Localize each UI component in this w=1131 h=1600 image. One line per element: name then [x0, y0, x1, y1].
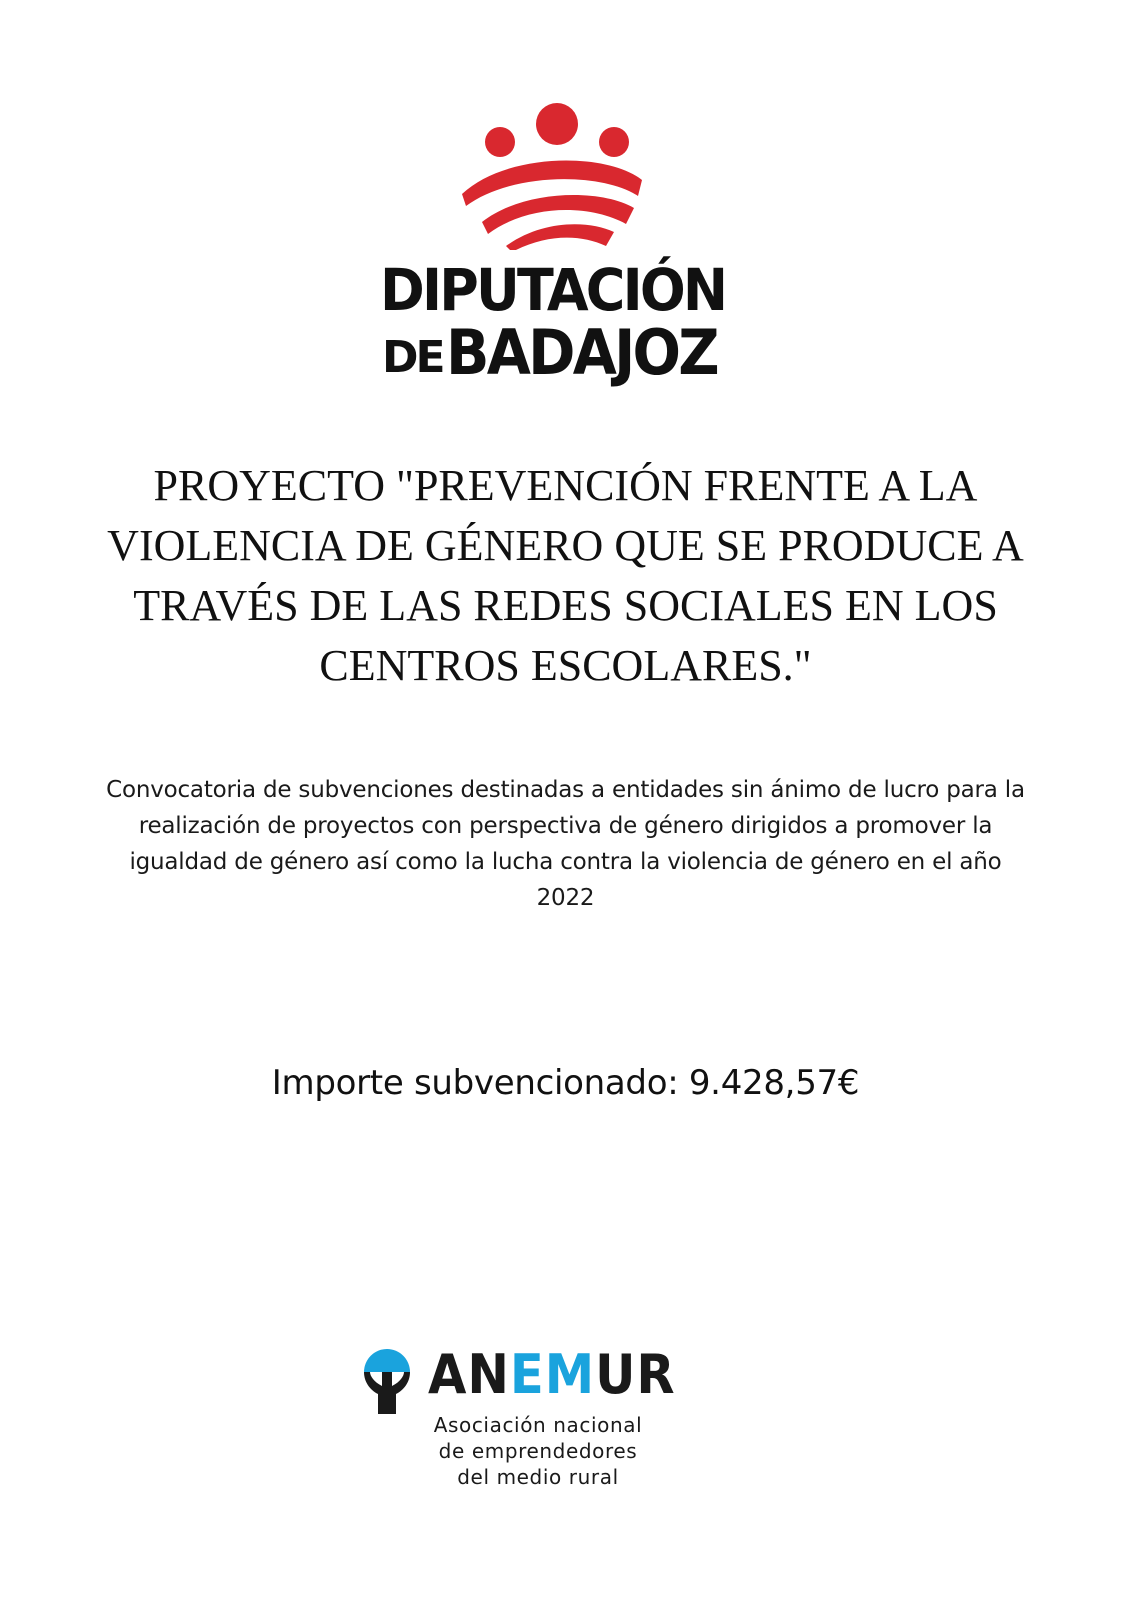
- anemur-name: [428, 1344, 676, 1406]
- anemur-logo: [360, 1340, 676, 1490]
- anemur-tagline-line: Asociación nacional: [433, 1413, 643, 1437]
- anemur-tagline-line: del medio rural: [457, 1465, 619, 1489]
- anemur-name-part2: EM: [509, 1343, 596, 1406]
- logo-text-badajoz: BADAJOZ: [446, 316, 717, 389]
- grant-description: Convocatoria de subvenciones destinadas a entidades sin ánimo de lucro para la realización de proyectos con perspectiva de género dirigidos a promover la igualdad de género así como la lucha contra la violencia de género en el año 2022: [106, 777, 1025, 911]
- tree-person-icon: [360, 1346, 414, 1414]
- anemur-name-part1: AN: [428, 1343, 510, 1406]
- crown-emblem-icon: [462, 100, 652, 250]
- logo-text-de: DE: [382, 332, 443, 383]
- diputacion-badajoz-logo: [380, 100, 740, 390]
- project-title: PROYECTO "PREVENCIÓN FRENTE A LA VIOLENCIA DE GÉNERO QUE SE PRODUCE A TRAVÉS DE LAS REDES SOCIALES EN LOS CENTROS ESCOLARES.": [107, 461, 1024, 690]
- subsidy-amount: Importe subvencionado: 9.428,57€: [271, 1063, 860, 1103]
- logo-text-diputacion: DIPUTACIÓN: [380, 256, 726, 324]
- anemur-tagline: [420, 1412, 656, 1490]
- anemur-name-part3: UR: [595, 1343, 676, 1406]
- anemur-tagline-line: de emprendedores: [438, 1439, 638, 1463]
